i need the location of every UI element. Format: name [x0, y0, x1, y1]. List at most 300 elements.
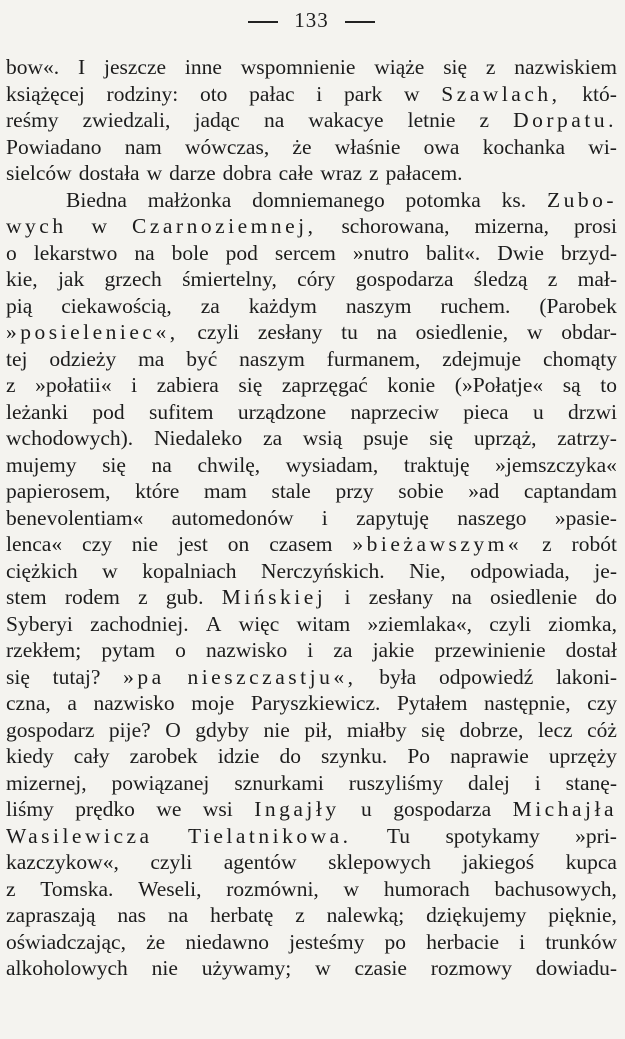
word: lakoni-: [556, 664, 617, 689]
word: pią: [6, 293, 33, 318]
word: małżonka: [147, 187, 232, 212]
word: drzwi: [568, 399, 617, 424]
word: ciężkich: [6, 558, 78, 583]
word: o: [175, 638, 186, 662]
word: naszym: [345, 293, 412, 318]
word: w: [91, 214, 108, 238]
text-line: [6, 213, 617, 240]
word: zatrzy-: [557, 426, 617, 450]
word: agentów: [223, 850, 297, 874]
text-line: [6, 664, 617, 691]
word: humorach: [383, 876, 470, 901]
word: je-: [594, 558, 617, 583]
word: jadąc: [194, 108, 240, 132]
word: dostała: [78, 161, 140, 185]
word: jak: [57, 267, 85, 291]
text-line: [6, 717, 617, 744]
word: zapytuję: [356, 505, 429, 530]
word: naprzeciw: [350, 399, 439, 424]
word: się: [102, 452, 126, 477]
word: dowiadu-: [535, 956, 617, 980]
word: zaprzęgać: [281, 373, 368, 397]
word: z: [547, 267, 558, 291]
word: oto: [199, 81, 228, 106]
word: herbacie: [426, 929, 500, 954]
text-line: [6, 637, 617, 664]
word: jakiegoś: [462, 850, 535, 874]
word: kochanka: [482, 134, 566, 159]
word: »pri-: [575, 823, 617, 848]
word: rodem: [64, 585, 120, 609]
word: wi-: [588, 134, 617, 159]
word: z: [485, 55, 496, 79]
word: czyli: [197, 320, 240, 344]
word: czy: [82, 532, 112, 556]
word: psuje: [363, 426, 409, 450]
word: śledzą: [473, 267, 528, 291]
word: do: [595, 585, 617, 609]
word: w: [146, 161, 163, 185]
word: była: [379, 664, 417, 689]
word: uprzęży: [548, 744, 617, 768]
word: naprawie: [450, 744, 529, 768]
word: I: [77, 55, 86, 79]
header-dash-left: [248, 21, 278, 23]
word: wspomnienie: [240, 55, 356, 79]
word: papierosem,: [6, 479, 111, 503]
word: miałby: [346, 717, 407, 742]
word: naszym: [239, 346, 305, 371]
word: furmanem,: [326, 346, 421, 371]
word: w: [403, 81, 420, 106]
word: czasie: [354, 956, 407, 980]
word: Powiadano: [6, 134, 102, 159]
text-line: [6, 770, 617, 797]
word: bachusowych,: [494, 876, 617, 901]
word: nalewką;: [326, 903, 405, 927]
word: kazczykow«,: [6, 850, 119, 874]
word: ks.: [501, 187, 527, 212]
word: zdejmuje: [442, 346, 522, 371]
word: książęcej: [6, 81, 85, 106]
word: lekarstwo: [33, 240, 118, 265]
word: lecz: [537, 717, 573, 742]
word: na: [451, 585, 472, 609]
word: uprząż,: [473, 426, 537, 450]
word: gospodarz: [6, 717, 95, 742]
word: nie: [131, 532, 159, 556]
word: śmiertelny,: [182, 267, 277, 291]
text-line: [6, 240, 617, 267]
word: na: [167, 903, 189, 927]
word: Czarnoziemnej,: [131, 214, 317, 238]
word: w: [343, 876, 360, 901]
word: na: [376, 320, 397, 344]
page-header: [6, 6, 617, 56]
word: robót: [571, 532, 617, 556]
word: we: [156, 797, 182, 821]
word: automedonów: [171, 505, 294, 530]
word: każdym: [248, 293, 317, 318]
word: mizernej,: [6, 770, 87, 795]
word: nazwisko: [93, 691, 175, 715]
word: tutaj?: [52, 664, 101, 689]
word: czyli: [150, 850, 193, 874]
word: »posieleniec«,: [6, 320, 179, 344]
word: to: [600, 373, 617, 397]
word: odpowiada,: [470, 558, 570, 583]
word: stanę-: [565, 770, 617, 795]
word: mam: [203, 479, 247, 503]
word: idzie: [217, 744, 260, 768]
word: sznurkami: [234, 770, 324, 795]
word: domniemanego: [252, 187, 385, 212]
word: pytam: [101, 638, 156, 662]
word: inne: [184, 55, 222, 79]
text-line: [6, 452, 617, 479]
word: czasem: [269, 532, 333, 556]
word: chomąty: [542, 346, 617, 371]
word: trunków: [545, 929, 617, 954]
word: zarobek: [129, 744, 198, 768]
word: nazwisko: [206, 638, 288, 662]
text-line: [6, 611, 617, 638]
word: sklepowych: [328, 850, 431, 874]
word: ma: [138, 346, 165, 371]
word: do: [279, 744, 301, 768]
word: wsi: [202, 797, 233, 821]
word: osiedlenie,: [415, 320, 509, 344]
word: potomka: [405, 187, 481, 212]
word: mujemy: [6, 452, 77, 477]
text-line: [6, 81, 617, 108]
word: powiązanej: [111, 770, 210, 795]
word: gospodarza: [393, 797, 492, 821]
word: kie,: [6, 267, 38, 291]
word: nie: [263, 717, 290, 742]
word: »ad: [468, 479, 500, 503]
word: »pa: [123, 664, 165, 689]
word: gub.: [165, 585, 204, 609]
word: dalej: [468, 770, 510, 795]
word: »bieżawszym«: [352, 532, 523, 556]
word: obdar-: [561, 320, 617, 344]
word: alkoholowych: [6, 956, 128, 980]
word: Szawlach,: [441, 81, 561, 106]
word: się: [238, 373, 263, 397]
text-line: [6, 876, 617, 903]
word: a: [67, 691, 77, 715]
word: mizerna,: [474, 214, 550, 238]
word: się: [421, 717, 446, 742]
word: stem: [6, 585, 47, 609]
word: nieszczastju«,: [187, 664, 357, 689]
word: mał-: [577, 267, 617, 291]
word: captandam: [523, 479, 617, 503]
word: dobrze,: [459, 717, 524, 742]
word: u: [532, 399, 544, 424]
word: pod: [92, 399, 125, 424]
word: Nerczyńskich.: [261, 558, 385, 583]
word: w: [315, 956, 331, 980]
word: nazwiskiem: [514, 55, 617, 79]
word: osiedlenie: [490, 585, 578, 609]
text-line: [6, 266, 617, 293]
word: niedawno: [185, 929, 269, 954]
text-line: [6, 955, 617, 982]
word: Pytałem: [396, 691, 468, 715]
word: Tu: [386, 823, 411, 848]
word: przy: [335, 479, 374, 503]
word: Dwie: [497, 240, 544, 265]
word: kopalniach: [142, 558, 237, 583]
word: przewinienie: [434, 638, 546, 662]
word: u: [361, 797, 372, 821]
word: »jemszczyka«: [495, 452, 617, 477]
word: Nie,: [409, 558, 446, 583]
word: być: [186, 346, 218, 371]
word: oświadczając,: [6, 929, 126, 954]
word: cóż: [587, 717, 617, 742]
word: ciekawością,: [61, 293, 172, 318]
word: liśmy: [6, 797, 54, 821]
word: za: [200, 293, 220, 318]
word: i: [321, 505, 328, 530]
text-line: [6, 558, 617, 585]
word: z: [295, 903, 305, 927]
word: że: [146, 929, 166, 954]
word: Biedna: [66, 187, 127, 212]
word: on: [227, 532, 250, 556]
word: bole: [171, 240, 209, 265]
text-line: [6, 690, 617, 717]
word: ruszyliśmy: [348, 770, 444, 795]
word: z: [138, 585, 148, 609]
word: rozmówni,: [226, 876, 319, 901]
word: zapraszają: [6, 903, 96, 927]
text-line: [6, 902, 617, 929]
word: sercem: [274, 240, 336, 265]
word: stale: [271, 479, 311, 503]
word: wsią: [302, 426, 343, 450]
word: pieca: [463, 399, 509, 424]
word: zachodniej.: [90, 611, 189, 636]
word: gdyby: [195, 717, 249, 742]
word: czna,: [6, 691, 51, 715]
word: chwilę,: [197, 452, 261, 477]
word: pięknie,: [548, 903, 617, 927]
word: prosi: [574, 214, 617, 238]
word: spotykamy: [445, 823, 540, 848]
text-line: [6, 929, 617, 956]
word: z: [6, 876, 16, 901]
word: wakacye: [308, 108, 384, 132]
word: bow«.: [6, 55, 60, 79]
word: zwiedzali,: [82, 108, 171, 132]
word: pił,: [304, 717, 333, 742]
word: jeszcze: [103, 55, 167, 79]
word: sufitem: [149, 399, 214, 424]
word: wysiadam,: [285, 452, 379, 477]
word: (»Połatje«: [454, 373, 544, 397]
word: tej: [6, 346, 28, 371]
word: i: [534, 770, 541, 795]
text-line: [6, 478, 617, 505]
text-line: [6, 187, 617, 214]
word: na: [151, 452, 172, 477]
word: »ziemlaka«,: [367, 611, 472, 636]
word: dostał: [565, 638, 617, 662]
word: Tielatnikowa.: [187, 823, 352, 848]
word: Zubo-: [546, 187, 617, 212]
text-line: [6, 54, 617, 81]
word: zesłany: [257, 320, 323, 344]
text-line: [6, 293, 617, 320]
word: odpowiedź: [438, 664, 534, 689]
word: czy: [587, 691, 617, 715]
word: na: [134, 240, 155, 265]
word: za: [263, 426, 283, 450]
word: prędko: [75, 797, 135, 821]
word: się: [6, 664, 30, 689]
word: i: [131, 373, 138, 397]
word: w: [526, 320, 543, 344]
word: wiąże: [374, 55, 425, 79]
word: reśmy: [6, 108, 59, 132]
word: kupca: [565, 850, 617, 874]
word: w: [102, 558, 118, 583]
word: odzieży: [49, 346, 117, 371]
word: pije?: [108, 717, 151, 742]
word: balit«.: [425, 240, 481, 265]
word: i: [307, 638, 314, 662]
word: z: [369, 161, 379, 185]
text-line: [6, 823, 617, 850]
word: nas: [117, 903, 147, 927]
word: wych: [6, 214, 67, 238]
word: konie: [387, 373, 436, 397]
word: Po: [407, 744, 431, 768]
word: sielców: [6, 161, 72, 185]
word: jesteśmy: [289, 929, 365, 954]
word: »połatii«: [35, 373, 112, 397]
word: park: [344, 81, 383, 106]
word: moje: [191, 691, 235, 715]
word: są: [562, 373, 581, 397]
text-line: [6, 743, 617, 770]
word: ziomka,: [548, 611, 617, 636]
word: darze: [169, 161, 216, 185]
word: kiedy: [6, 744, 54, 768]
word: z: [542, 532, 552, 556]
word: które: [135, 479, 180, 503]
word: z: [6, 373, 16, 397]
text-line: [6, 372, 617, 399]
word: więc: [238, 611, 280, 636]
word: zabiera: [156, 373, 219, 397]
word: letnie: [407, 108, 456, 132]
word: benevolentiam«: [6, 505, 144, 530]
word: Wasilewicza: [6, 823, 153, 848]
word: o: [6, 240, 17, 265]
word: leżanki: [6, 399, 69, 424]
word: nie: [151, 956, 178, 980]
text-line: [6, 160, 617, 187]
word: owa: [423, 134, 460, 159]
word: z: [479, 108, 490, 132]
word: pod: [225, 240, 258, 265]
word: po: [384, 929, 407, 954]
text-line: [6, 319, 617, 346]
word: rzekłem;: [6, 638, 82, 662]
word: że: [292, 134, 312, 159]
word: całe: [278, 161, 314, 185]
word: herbatę: [210, 903, 274, 927]
word: za: [333, 638, 353, 662]
page-number: 133: [294, 8, 329, 32]
word: O: [165, 717, 181, 742]
word: Weseli,: [138, 876, 202, 901]
word: Ingajły: [254, 797, 340, 821]
word: witam: [296, 611, 351, 636]
word: i: [316, 81, 323, 106]
text-line: [6, 531, 617, 558]
word: »pasie-: [554, 505, 617, 530]
word: wchodowych).: [6, 426, 134, 450]
word: schorowana,: [341, 214, 450, 238]
word: Tomska.: [40, 876, 114, 901]
header-dash-right: [345, 21, 375, 23]
word: rozmowy: [430, 956, 512, 980]
word: następnie,: [484, 691, 571, 715]
word: lenca«: [6, 532, 63, 556]
word: wraz: [320, 161, 363, 185]
word: pałacem.: [385, 161, 463, 185]
text-line: [6, 849, 617, 876]
word: grzech: [104, 267, 162, 291]
word: córy: [297, 267, 336, 291]
word: (Parobek: [539, 293, 617, 318]
text-line: [6, 399, 617, 426]
word: pałac: [249, 81, 295, 106]
word: czyli: [489, 611, 532, 636]
word: Niedaleko: [153, 426, 243, 450]
text-line: [6, 134, 617, 161]
text-line: [6, 107, 617, 134]
word: cały: [73, 744, 110, 768]
word: Paryszkiewicz.: [250, 691, 381, 715]
body-text: [6, 54, 617, 982]
text-line: [6, 796, 617, 823]
word: sobie: [398, 479, 444, 503]
word: któ-: [582, 81, 617, 106]
word: tu: [341, 320, 358, 344]
word: używamy;: [201, 956, 292, 980]
word: Michajła: [512, 797, 617, 821]
word: »nutro: [352, 240, 409, 265]
word: się: [443, 55, 468, 79]
word: wówczas,: [185, 134, 270, 159]
word: Dorpatu.: [513, 108, 617, 132]
word: brzyd-: [560, 240, 617, 265]
word: rodziny:: [106, 81, 179, 106]
word: nam: [124, 134, 162, 159]
word: się: [429, 426, 454, 450]
word: szynku.: [321, 744, 388, 768]
text-line: [6, 505, 617, 532]
word: dziękujemy: [426, 903, 527, 927]
word: jest: [178, 532, 208, 556]
